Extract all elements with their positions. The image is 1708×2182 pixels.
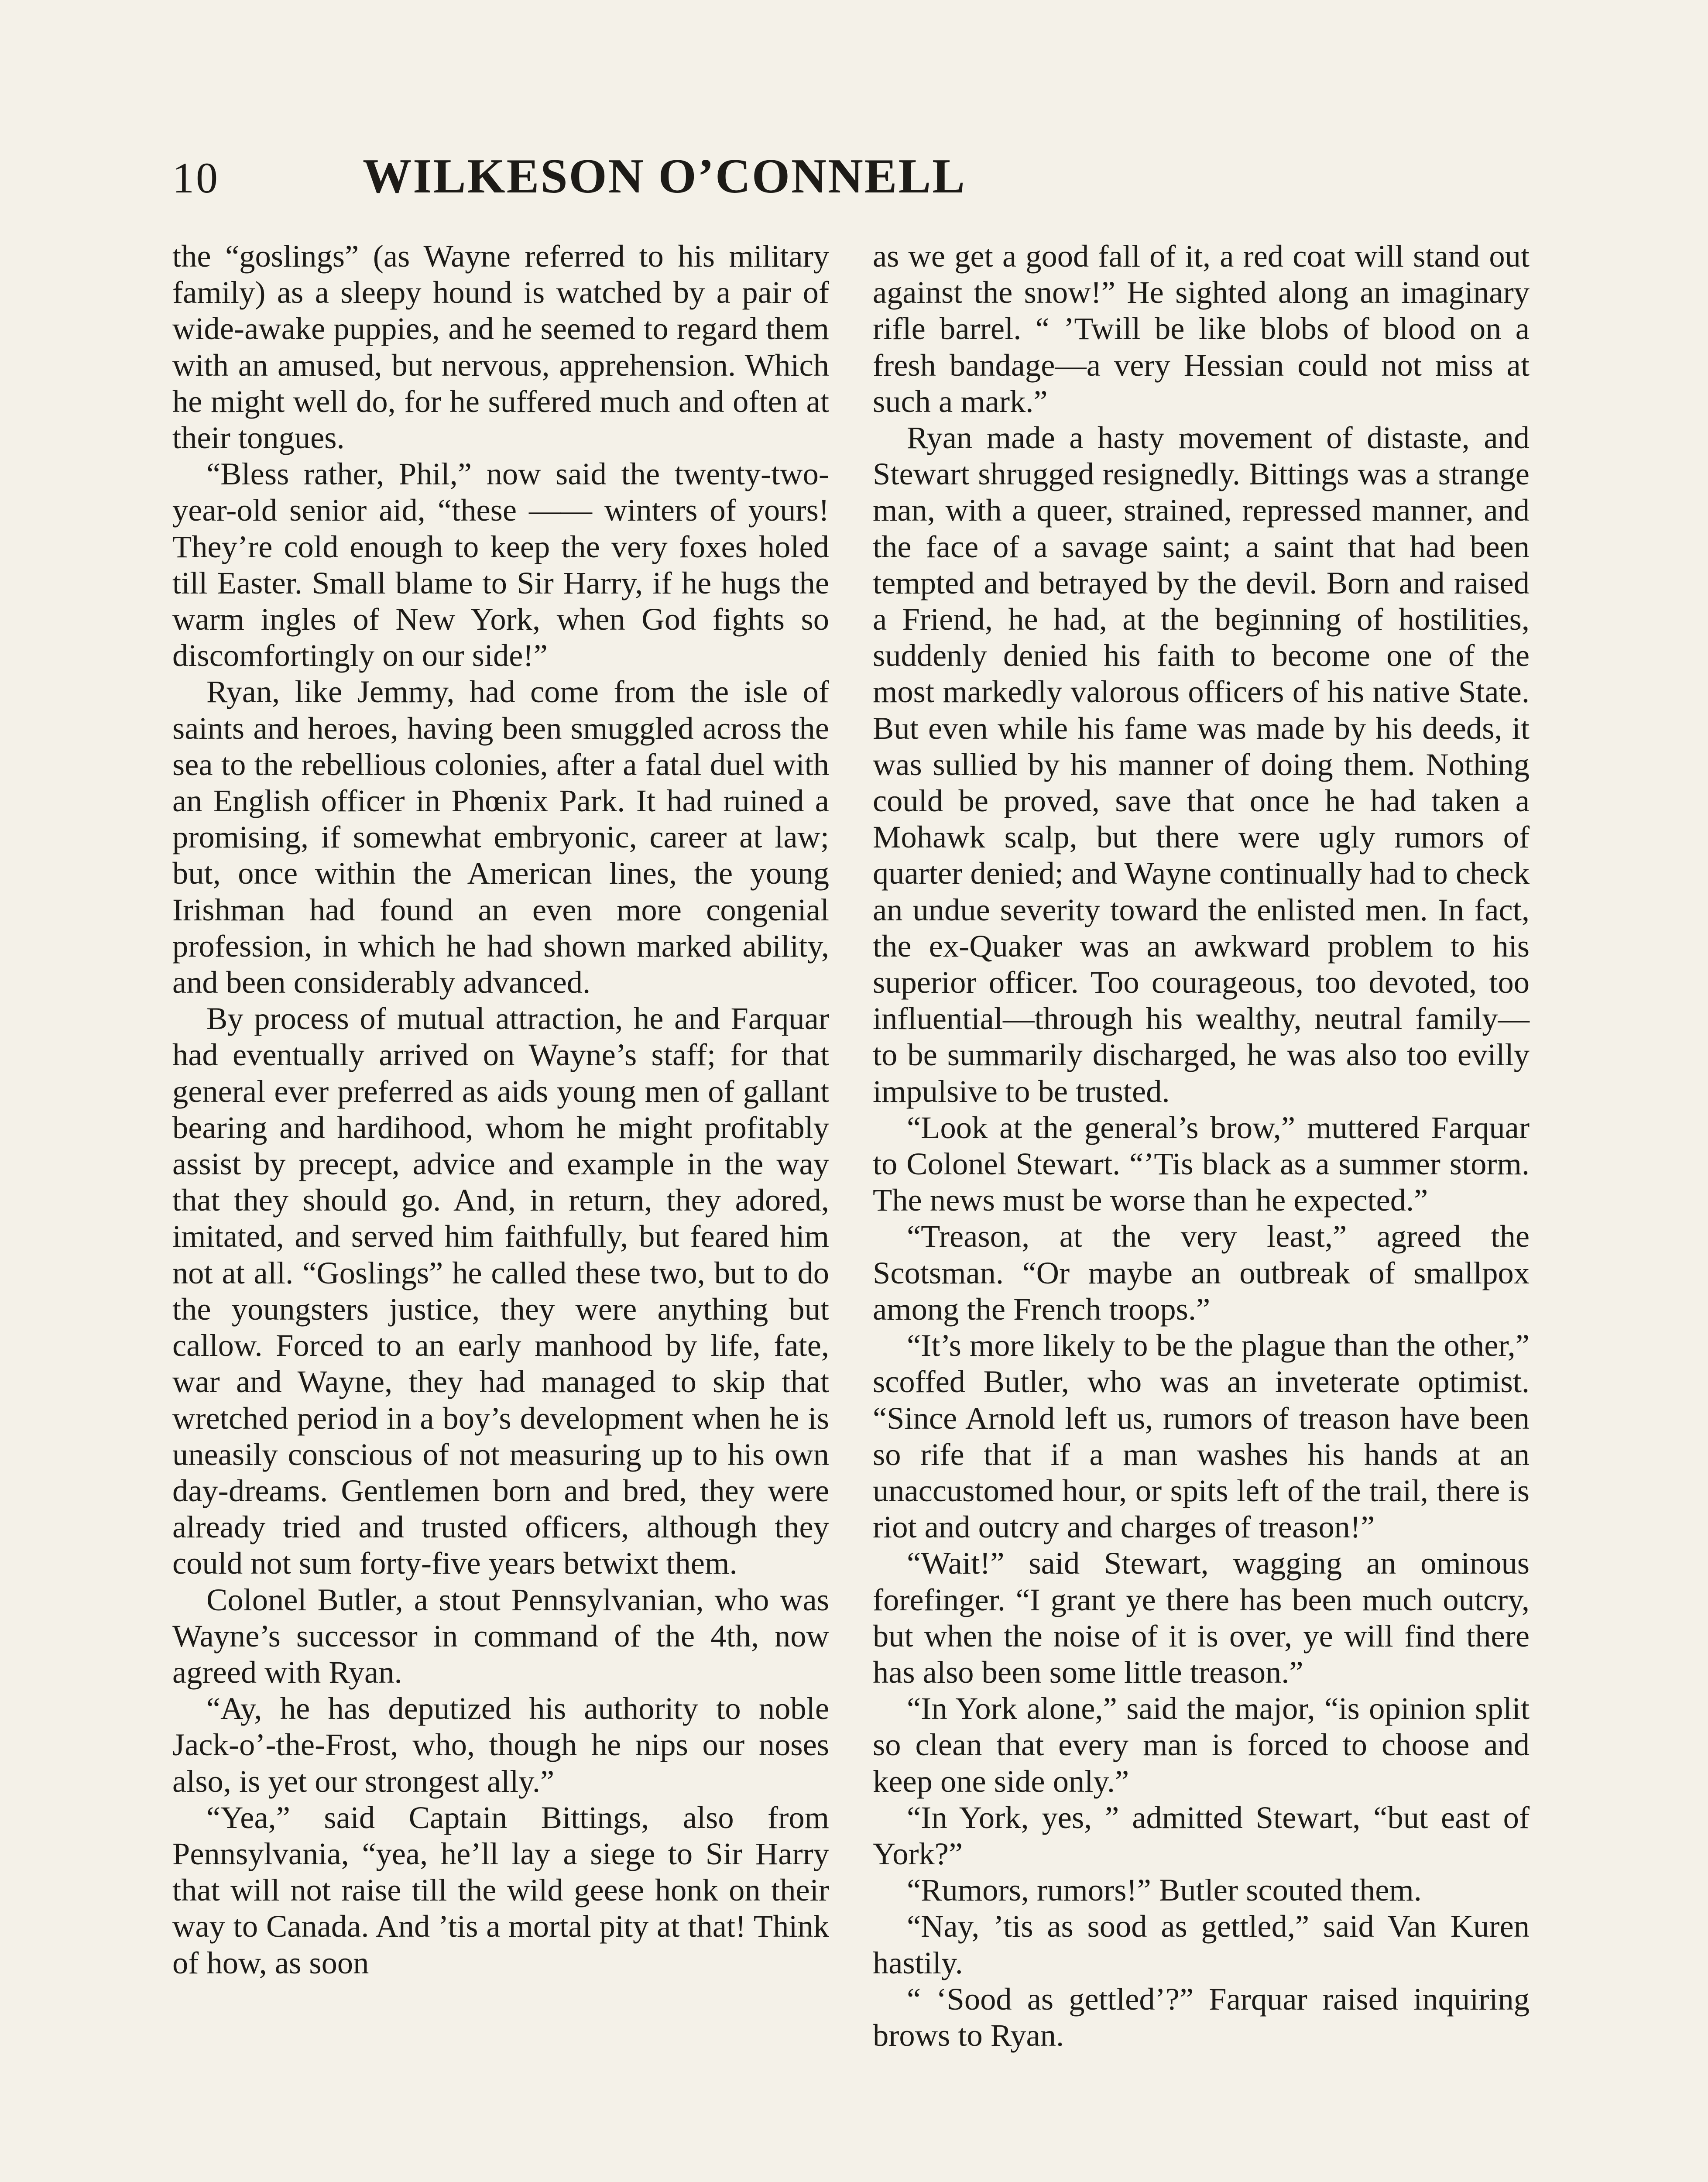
paragraph: By process of mutual attraction, he and Farquar had eventually arrived on Wayne’s staff; for that general ever preferred as aids young men of gallant bearing and hardihood, whom he might profitably assist by precept, advice and example in the way that they should go. And, in return, they adored, imitated, and served him faithfully, but feared him not at all. “Goslings” he called these two, but to do the youngsters justice, they were anything but callow. Forced to an early manhood by life, fate, war and Wayne, they had managed to skip that wretched period in a boy’s development when he is uneasily conscious of not measuring up to his own day-dreams. Gentlemen born and bred, they were already tried and trusted officers, although they could not sum forty-five years betwixt them. <box>172 1001 829 1581</box>
paragraph: “Nay, ’tis as sood as gettled,” said Van Kuren hastily. <box>873 1908 1530 1980</box>
paragraph: Colonel Butler, a stout Pennsylvanian, who was Wayne’s successor in command of the 4th, now agreed with Ryan. <box>172 1582 829 1690</box>
paragraph: Ryan made a hasty movement of distaste, and Stewart shrugged resignedly. Bittings was a strange man, with a queer, strained, repressed manner, and the face of a savage saint; a saint that had been tempted and betrayed by the devil. Born and raised a Friend, he had, at the beginning of hostilities, suddenly denied his faith to become one of the most markedly valorous officers of his native State. But even while his fame was made by his deeds, it was sullied by his manner of doing them. Nothing could be proved, save that once he had taken a Mohawk scalp, but there were ugly rumors of quarter denied; and Wayne continually had to check an undue severity toward the enlisted men. In fact, the ex-Quaker was an awkward problem to his superior officer. Too courageous, too devoted, too influential—through his wealthy, neutral family—to be summarily discharged, he was also too evilly impulsive to be trusted. <box>873 420 1530 1109</box>
paragraph: “Yea,” said Captain Bittings, also from Pennsylvania, “yea, he’ll lay a siege to Sir Harry that will not raise till the wild geese honk on their way to Canada. And ’tis a mortal pity at that! Think of how, as soon <box>172 1799 829 1980</box>
paragraph: “Wait!” said Stewart, wagging an ominous forefinger. “I grant ye there has been much outcry, but when the noise of it is over, ye will find there has also been some little treason.” <box>873 1545 1530 1690</box>
paragraph: “Bless rather, Phil,” now said the twenty-two-year-old senior aid, “these —— winters of yours! They’re cold enough to keep the very foxes holed till Easter. Small blame to Sir Harry, if he hugs the warm ingles of New York, when God fights so discomfortingly on our side!” <box>172 456 829 673</box>
paragraph: “Rumors, rumors!” Butler scouted them. <box>907 1872 1422 1908</box>
paragraph: “ ‘Sood as gettled’?” Farquar raised inquiring brows to Ryan. <box>873 1981 1530 2053</box>
paragraph: “In York alone,” said the major, “is opinion split so clean that every man is forced to choose and keep one side only.” <box>873 1691 1530 1799</box>
paragraph: as we get a good fall of it, a red coat will stand out against the snow!” He sighted along an imaginary rifle barrel. “ ’Twill be like blobs of blood on a fresh bandage—a very Hessian could not miss at such a mark.” <box>873 238 1530 419</box>
text-column-left <box>172 238 829 1981</box>
text-column-right <box>873 238 1530 2053</box>
paragraph: “Treason, at the very least,” agreed the Scotsman. “Or maybe an outbreak of smallpox among the French troops.” <box>873 1218 1530 1327</box>
paragraph: “It’s more likely to be the plague than the other,” scoffed Butler, who was an inveterate optimist. “Since Arnold left us, rumors of treason have been so rife that if a man washes his hands at an unaccustomed hour, or spits left of the trail, there is riot and outcry and charges of treason!” <box>873 1328 1530 1545</box>
paragraph: the “goslings” (as Wayne referred to his military family) as a sleepy hound is watched by a pair of wide-awake puppies, and he seemed to regard them with an amused, but nervous, apprehension. Which he might well do, for he suffered much and often at their tongues. <box>172 238 829 456</box>
paragraph: “Look at the general’s brow,” muttered Farquar to Colonel Stewart. “’Tis black as a summer storm. The news must be worse than he expected.” <box>873 1109 1530 1218</box>
paragraph: Ryan, like Jemmy, had come from the isle of saints and heroes, having been smuggled across the sea to the rebellious colonies, after a fatal duel with an English officer in Phœnix Park. It had ruined a promising, if somewhat embryonic, career at law; but, once within the American lines, the young Irishman had found an even more congenial profession, in which he had shown marked ability, and been considerably advanced. <box>172 674 829 1000</box>
page-number: 10 <box>172 154 220 202</box>
paragraph: “In York, yes, ” admitted Stewart, “but east of York?” <box>873 1799 1530 1871</box>
page-header <box>172 144 1156 205</box>
running-title: WILKESON O’CONNELL <box>363 149 966 203</box>
paragraph: “Ay, he has deputized his authority to noble Jack-o’-the-Frost, who, though he nips our noses also, is yet our strongest ally.” <box>172 1691 829 1799</box>
